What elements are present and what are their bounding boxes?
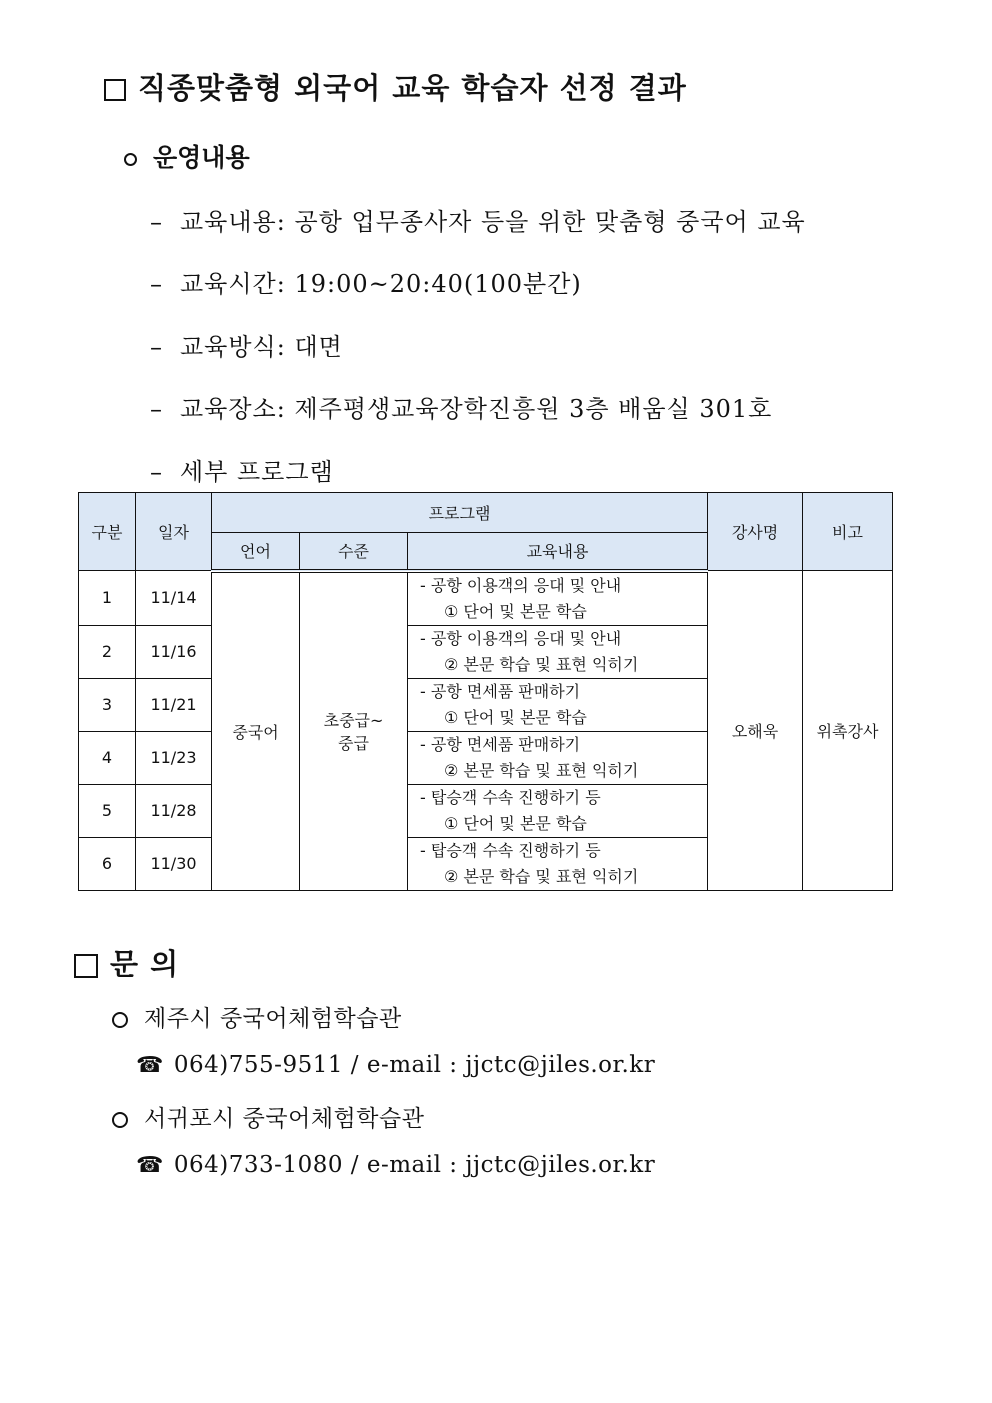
contact-info: 064)733-1080 / e-mail : jjctc@jiles.or.kr — [173, 1152, 656, 1178]
note-cell: 위촉강사 — [803, 571, 893, 891]
content-line1: - 공항 면세품 판매하기 — [420, 734, 581, 754]
content-line1: - 탑승객 수속 진행하기 등 — [420, 840, 601, 860]
contact-jeju-info — [136, 1052, 655, 1078]
checkbox-square-icon — [104, 79, 126, 101]
item-program: – 세부 프로그램 — [150, 458, 334, 486]
item-content: – 교육내용: 공항 업무종사자 등을 위한 맞춤형 중국어 교육 — [150, 208, 806, 236]
sub-heading-text: 운영내용 — [153, 143, 250, 172]
content-line2: ② 본문 학습 및 표현 익히기 — [444, 654, 639, 674]
telephone-icon: ☎ — [136, 1153, 164, 1178]
contact-jeju-name — [112, 1000, 402, 1033]
level-line2: 중급 — [338, 734, 369, 753]
row-no: 2 — [79, 625, 136, 678]
header-instructor: 강사명 — [708, 493, 803, 571]
table-row — [79, 571, 893, 626]
inquiry-title — [74, 942, 179, 983]
contact-seogwipo-name — [112, 1100, 424, 1133]
circle-bullet-icon — [112, 1112, 128, 1128]
row-no: 1 — [79, 571, 136, 626]
circle-bullet-icon — [124, 153, 137, 166]
item-text: 교육시간: 19:00~20:40(100분간) — [180, 270, 582, 298]
header-language: 언어 — [212, 533, 300, 571]
contact-name: 제주시 중국어체험학습관 — [144, 1006, 402, 1032]
contact-seogwipo-info — [136, 1152, 655, 1178]
row-date: 11/16 — [136, 625, 212, 678]
checkbox-square-icon — [74, 954, 98, 978]
row-date: 11/21 — [136, 678, 212, 731]
content-line2: ① 단어 및 본문 학습 — [444, 601, 587, 621]
header-division: 구분 — [79, 493, 136, 571]
row-date: 11/23 — [136, 731, 212, 784]
row-content — [408, 731, 708, 784]
circle-bullet-icon — [112, 1012, 128, 1028]
row-date: 11/14 — [136, 571, 212, 626]
section-title — [104, 66, 687, 107]
row-no: 3 — [79, 678, 136, 731]
header-content: 교육내용 — [408, 533, 708, 571]
program-table — [78, 492, 893, 891]
sub-heading — [124, 138, 250, 174]
level-line1: 초중급~ — [323, 711, 384, 730]
content-line1: - 공항 이용객의 응대 및 안내 — [420, 575, 622, 595]
item-text: 교육방식: 대면 — [180, 333, 343, 361]
row-date: 11/30 — [136, 837, 212, 890]
row-no: 5 — [79, 784, 136, 837]
item-time: – 교육시간: 19:00~20:40(100분간) — [150, 270, 582, 298]
header-level: 수준 — [300, 533, 408, 571]
header-date: 일자 — [136, 493, 212, 571]
row-content — [408, 625, 708, 678]
header-note: 비고 — [803, 493, 893, 571]
content-line2: ① 단어 및 본문 학습 — [444, 707, 587, 727]
row-no: 6 — [79, 837, 136, 890]
item-text: 교육내용: 공항 업무종사자 등을 위한 맞춤형 중국어 교육 — [180, 208, 806, 236]
content-line2: ② 본문 학습 및 표현 익히기 — [444, 866, 639, 886]
header-program: 프로그램 — [212, 493, 708, 533]
content-line2: ① 단어 및 본문 학습 — [444, 813, 587, 833]
instructor-cell: 오해욱 — [708, 571, 803, 891]
inquiry-title-text: 문 의 — [110, 947, 180, 981]
contact-name: 서귀포시 중국어체험학습관 — [144, 1106, 425, 1132]
item-text: 세부 프로그램 — [180, 458, 334, 486]
row-date: 11/28 — [136, 784, 212, 837]
item-method: – 교육방식: 대면 — [150, 333, 343, 361]
content-line1: - 공항 면세품 판매하기 — [420, 681, 581, 701]
item-place: – 교육장소: 제주평생교육장학진흥원 3층 배움실 301호 — [150, 395, 773, 423]
level-cell — [300, 571, 408, 891]
row-content — [408, 678, 708, 731]
content-line2: ② 본문 학습 및 표현 익히기 — [444, 760, 639, 780]
contact-info: 064)755-9511 / e-mail : jjctc@jiles.or.kr — [173, 1052, 656, 1078]
content-line1: - 공항 이용객의 응대 및 안내 — [420, 628, 622, 648]
item-text: 교육장소: 제주평생교육장학진흥원 3층 배움실 301호 — [180, 395, 773, 423]
row-content — [408, 784, 708, 837]
row-no: 4 — [79, 731, 136, 784]
language-cell: 중국어 — [212, 571, 300, 891]
telephone-icon: ☎ — [136, 1053, 164, 1078]
section-title-text: 직종맞춤형 외국어 교육 학습자 선정 결과 — [138, 71, 687, 105]
content-line1: - 탑승객 수속 진행하기 등 — [420, 787, 601, 807]
row-content — [408, 571, 708, 626]
row-content — [408, 837, 708, 890]
